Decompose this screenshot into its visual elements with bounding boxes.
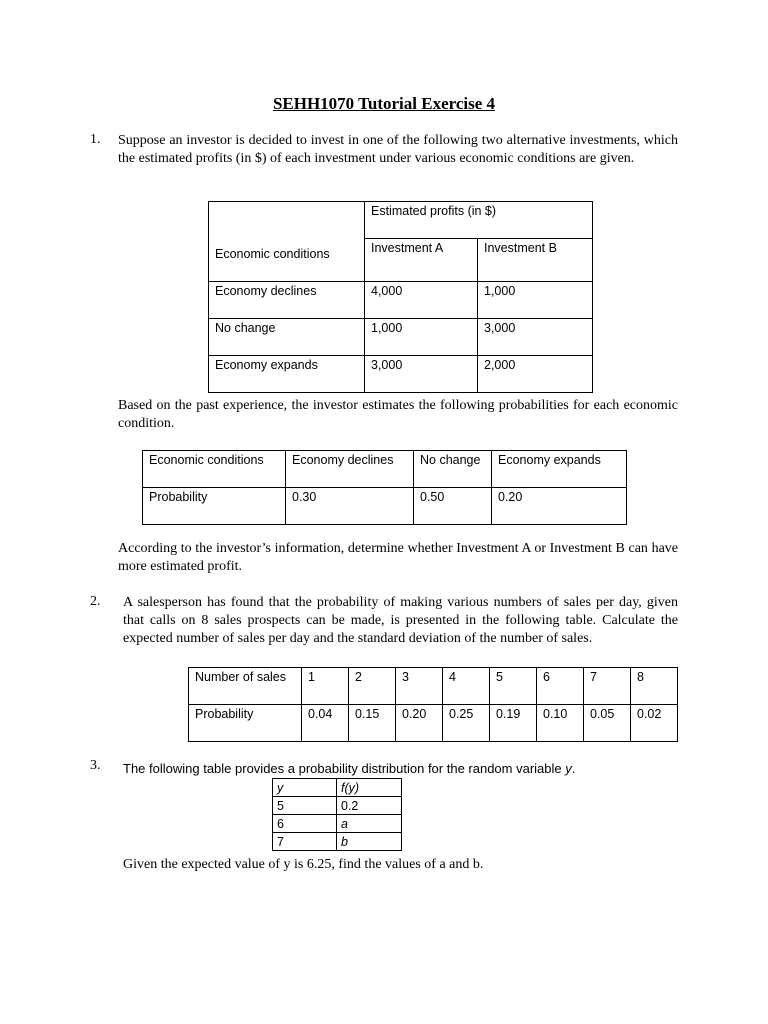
table-row xyxy=(273,797,402,815)
table-cell: 0.20 xyxy=(396,705,443,742)
table-row xyxy=(209,355,593,392)
sales-header-cell: 3 xyxy=(396,668,443,705)
table-cell: Probability xyxy=(143,488,286,525)
page-title: SEHH1070 Tutorial Exercise 4 xyxy=(272,94,496,113)
table-cell: 0.04 xyxy=(302,705,349,742)
dist-header-fy: f(y) xyxy=(337,779,402,797)
prob-header-no-change: No change xyxy=(414,451,492,488)
table-cell: 0.25 xyxy=(443,705,490,742)
dist-header-y: y xyxy=(273,779,337,797)
sales-header-label: Number of sales xyxy=(189,668,302,705)
question-3-question: Given the expected value of y is 6.25, find the values of a and b. xyxy=(123,857,484,872)
table-row xyxy=(273,833,402,851)
table-row xyxy=(209,281,593,318)
profits-table-corner xyxy=(209,202,365,239)
sales-header-cell: 8 xyxy=(631,668,678,705)
profits-group-header: Estimated profits (in $) xyxy=(365,202,593,239)
table-cell: 5 xyxy=(273,797,337,815)
profits-header-b: Investment B xyxy=(478,239,593,282)
table-cell: 1,000 xyxy=(365,318,478,355)
sales-header-cell: 6 xyxy=(537,668,584,705)
question-1-question: According to the investor’s information, determine whether Investment A or Investment B can have more estimated profit. xyxy=(118,541,678,574)
sales-header-cell: 7 xyxy=(584,668,631,705)
table-cell: 1,000 xyxy=(478,281,593,318)
profits-header-a: Investment A xyxy=(365,239,478,282)
table-cell: 4,000 xyxy=(365,281,478,318)
table-cell: 0.15 xyxy=(349,705,396,742)
table-cell: 2,000 xyxy=(478,355,593,392)
question-1-intro: Suppose an investor is decided to invest in one of the following two alternative investments, which the estimated profits (in $) of each investment under various economic conditions are given. xyxy=(118,133,678,166)
sales-header-cell: 4 xyxy=(443,668,490,705)
question-3-var: y xyxy=(565,761,572,776)
question-3-text-before: The following table provides a probability distribution for the random variable xyxy=(123,761,566,776)
question-3-text-after: . xyxy=(571,761,576,776)
sales-header-cell: 5 xyxy=(490,668,537,705)
prob-header-conditions: Economic conditions xyxy=(143,451,286,488)
table-cell: 0.10 xyxy=(537,705,584,742)
table-cell: 0.19 xyxy=(490,705,537,742)
profits-header-conditions: Economic conditions xyxy=(209,239,365,282)
prob-header-expands: Economy expands xyxy=(492,451,627,488)
question-1-number: 1. xyxy=(90,132,101,147)
table-cell: 0.05 xyxy=(584,705,631,742)
table-cell: 0.02 xyxy=(631,705,678,742)
prob-header-declines: Economy declines xyxy=(286,451,414,488)
probability-table xyxy=(142,450,627,525)
question-3-number: 3. xyxy=(90,758,101,773)
table-cell: 7 xyxy=(273,833,337,851)
table-row xyxy=(189,705,678,742)
table-cell: 3,000 xyxy=(365,355,478,392)
question-1-middle-text: Based on the past experience, the investor estimates the following probabilities for each economic condition. xyxy=(118,398,678,431)
table-cell: Economy expands xyxy=(209,355,365,392)
table-row xyxy=(273,815,402,833)
table-cell: Economy declines xyxy=(209,281,365,318)
table-row xyxy=(143,488,627,525)
sales-header-cell: 1 xyxy=(302,668,349,705)
sales-table xyxy=(188,667,678,742)
distribution-table xyxy=(272,778,402,851)
table-cell: 0.2 xyxy=(337,797,402,815)
table-cell: 0.50 xyxy=(414,488,492,525)
profits-table xyxy=(208,201,593,393)
table-cell: 0.20 xyxy=(492,488,627,525)
table-cell: 3,000 xyxy=(478,318,593,355)
table-cell: Probability xyxy=(189,705,302,742)
table-cell: 0.30 xyxy=(286,488,414,525)
table-cell: a xyxy=(337,815,402,833)
table-row xyxy=(209,318,593,355)
question-2-number: 2. xyxy=(90,594,101,609)
question-3-text xyxy=(123,760,683,778)
sales-header-cell: 2 xyxy=(349,668,396,705)
table-cell: b xyxy=(337,833,402,851)
table-cell: No change xyxy=(209,318,365,355)
question-2-text: A salesperson has found that the probability of making various numbers of sales per day, given that calls on 8 sales prospects can be made, is presented in the following table. Calculate the expected number of sales per day and the standard deviation of the number of sales. xyxy=(123,595,678,646)
table-cell: 6 xyxy=(273,815,337,833)
